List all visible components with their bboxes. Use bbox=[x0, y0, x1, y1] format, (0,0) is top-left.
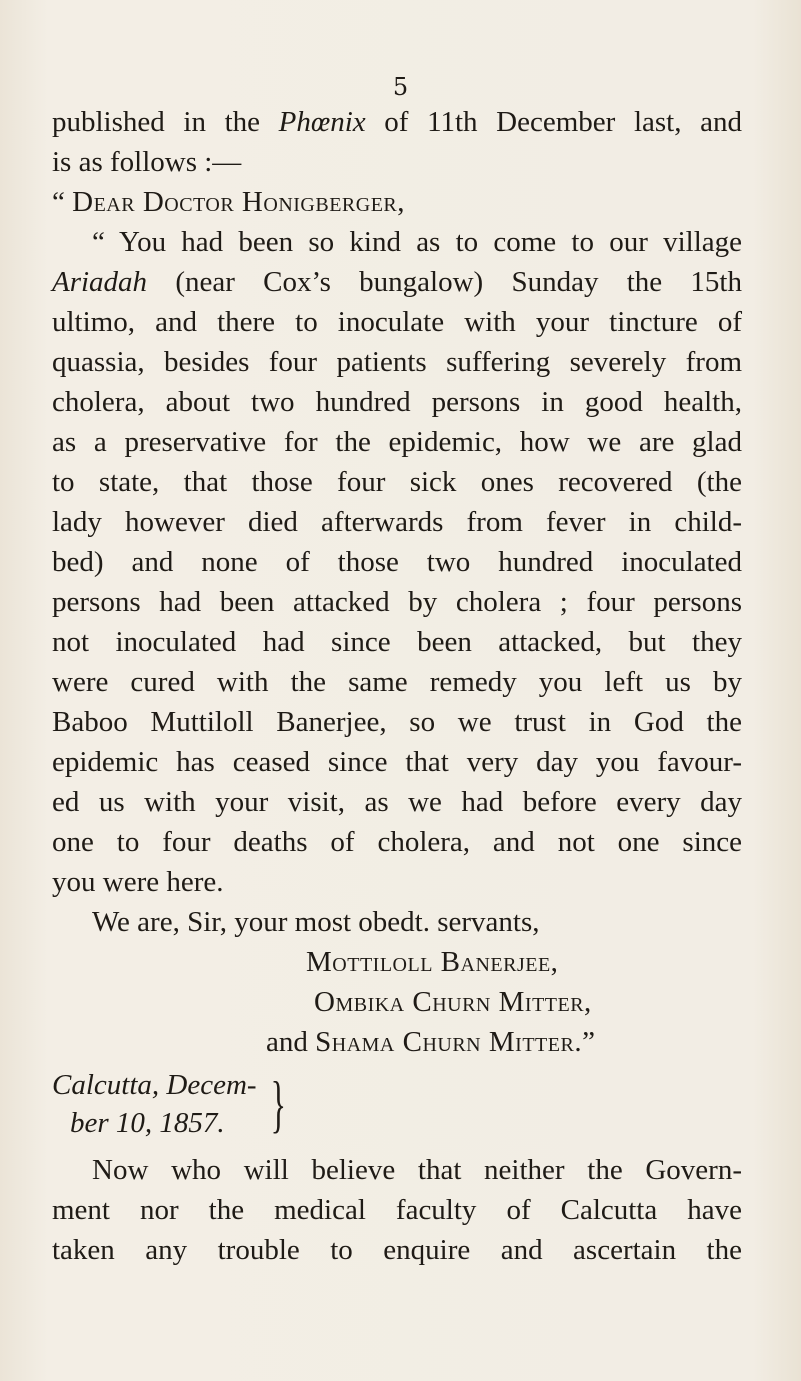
text-run: not inoculated had since been attacked, but they bbox=[52, 626, 742, 658]
text-run: ed us with your visit, as we had before every day bbox=[52, 786, 742, 818]
letter-lines bbox=[52, 102, 742, 902]
text-run: as a preservative for the epidemic, how we are glad bbox=[52, 426, 742, 458]
signature-and: and bbox=[266, 1026, 316, 1058]
text-run: you were here. bbox=[52, 866, 224, 898]
text-run: were cured with the same remedy you left us by bbox=[52, 666, 742, 698]
text-line bbox=[52, 742, 742, 782]
text-run: quassia, besides four patients suffering severely from bbox=[52, 346, 742, 378]
brace-glyph: } bbox=[270, 1068, 286, 1139]
text-run: one to four deaths of cholera, and not one since bbox=[52, 826, 742, 858]
text-run: epidemic has ceased since that very day you favour- bbox=[52, 746, 742, 778]
text-run: published in the bbox=[52, 106, 279, 138]
text-line bbox=[52, 462, 742, 502]
text-line bbox=[52, 822, 742, 862]
signature-2: Ombika Churn Mitter, bbox=[314, 986, 592, 1018]
page-number: 5 bbox=[392, 73, 409, 101]
closing-line: We are, Sir, your most obedt. servants, bbox=[92, 906, 540, 938]
italic-text: Phœnix bbox=[278, 106, 366, 138]
text-run: of 11th December last, and bbox=[365, 106, 742, 138]
text-line bbox=[52, 502, 742, 542]
text-run: Baboo Muttiloll Banerjee, so we trust in God the bbox=[52, 706, 742, 738]
text-run: “ You had been so kind as to come to our village bbox=[92, 226, 742, 258]
text-run: ultimo, and there to inoculate with your tincture of bbox=[52, 306, 742, 338]
text-line bbox=[52, 102, 742, 142]
text-line bbox=[52, 262, 742, 302]
text-line bbox=[52, 422, 742, 462]
text-line: Now who will believe that neither the Govern- bbox=[92, 1154, 742, 1186]
signature-3-name: Shama Churn Mitter.” bbox=[315, 1026, 596, 1058]
text-run: is as follows :— bbox=[52, 146, 242, 178]
closing-paragraph bbox=[52, 1150, 742, 1270]
text-line bbox=[52, 222, 742, 262]
text-run: persons had been attacked by cholera ; four persons bbox=[52, 586, 742, 618]
text-run: to state, that those four sick ones recovered (the bbox=[52, 466, 742, 498]
text-line bbox=[52, 662, 742, 702]
text-line bbox=[52, 302, 742, 342]
signature-3 bbox=[52, 1022, 742, 1062]
text-line bbox=[52, 862, 742, 902]
text-run: cholera, about two hundred persons in good health, bbox=[52, 386, 742, 418]
text-run: bed) and none of those two hundred inoculated bbox=[52, 546, 742, 578]
text-line bbox=[52, 182, 742, 222]
body-text bbox=[52, 102, 742, 1270]
text-line bbox=[52, 782, 742, 822]
text-line bbox=[52, 702, 742, 742]
date-line-2: ber 10, 1857. bbox=[70, 1107, 225, 1139]
italic-text: Ariadah bbox=[52, 266, 148, 298]
text-line bbox=[52, 582, 742, 622]
signature-1: Mottiloll Banerjee, bbox=[306, 946, 559, 978]
text-line: taken any trouble to enquire and ascertain the bbox=[52, 1234, 742, 1266]
text-line bbox=[52, 142, 742, 182]
text-run: Dear Doctor Honigberger, bbox=[72, 186, 406, 218]
text-line bbox=[52, 382, 742, 422]
date-text bbox=[52, 1066, 257, 1142]
date-line-1: Calcutta, Decem- bbox=[52, 1069, 257, 1101]
text-line bbox=[52, 622, 742, 662]
text-run: lady however died afterwards from fever in child- bbox=[52, 506, 742, 538]
text-line: ment nor the medical faculty of Calcutta have bbox=[52, 1194, 742, 1226]
text-run: (near Cox’s bungalow) Sunday the 15th bbox=[147, 266, 742, 298]
text-line bbox=[52, 342, 742, 382]
text-run: “ bbox=[52, 186, 73, 218]
date-line bbox=[52, 1064, 742, 1144]
text-line bbox=[52, 542, 742, 582]
